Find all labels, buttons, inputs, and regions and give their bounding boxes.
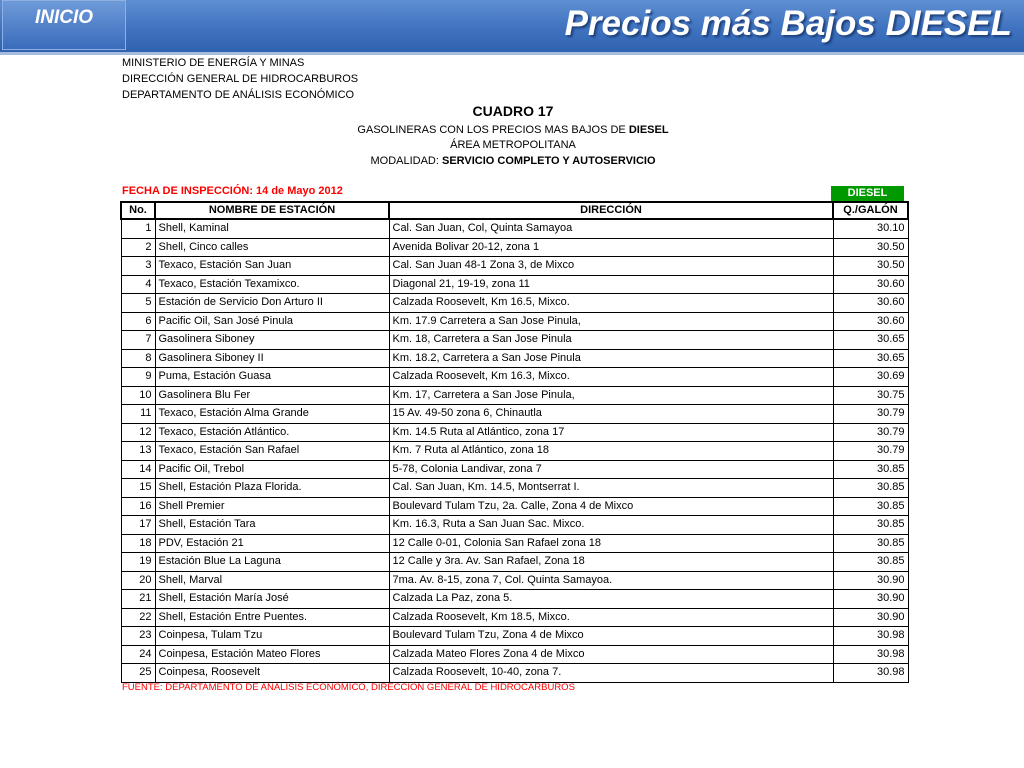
station-address: Diagonal 21, 19-19, zona 11 [389,275,833,294]
station-name: Shell, Cinco calles [155,238,389,257]
price-value: 30.60 [833,312,908,331]
modalidad-value: SERVICIO COMPLETO Y AUTOSERVICIO [438,155,656,167]
header-divider [0,52,1024,55]
price-value: 30.79 [833,423,908,442]
station-name: Estación Blue La Laguna [155,553,389,572]
table-row [121,460,908,479]
table-row [121,645,908,664]
station-address: Calzada La Paz, zona 5. [389,590,833,609]
row-number: 21 [121,590,155,609]
station-name: Gasolinera Siboney [155,331,389,350]
station-name: PDV, Estación 21 [155,534,389,553]
station-address: Calzada Roosevelt, 10-40, zona 7. [389,664,833,683]
row-number: 17 [121,516,155,535]
station-address: Calzada Roosevelt, Km 16.3, Mixco. [389,368,833,387]
col-header-price: Q./GALÓN [833,202,908,219]
station-name: Shell, Marval [155,571,389,590]
row-number: 3 [121,257,155,276]
table-row [121,349,908,368]
table-row [121,516,908,535]
price-value: 30.75 [833,386,908,405]
table-row [121,590,908,609]
ministry-name: MINISTERIO DE ENERGÍA Y MINAS [122,57,305,69]
price-value: 30.98 [833,645,908,664]
price-value: 30.85 [833,460,908,479]
price-value: 30.65 [833,331,908,350]
station-address: Boulevard Tulam Tzu, Zona 4 de Mixco [389,627,833,646]
table-row [121,257,908,276]
station-address: 5-78, Colonia Landivar, zona 7 [389,460,833,479]
prices-table [120,201,909,683]
station-address: Km. 17, Carretera a San Jose Pinula, [389,386,833,405]
page-title: Precios más Bajos DIESEL [564,4,1012,43]
station-address: Km. 16.3, Ruta a San Juan Sac. Mixco. [389,516,833,535]
station-name: Pacific Oil, San José Pinula [155,312,389,331]
station-name: Shell, Estación María José [155,590,389,609]
price-value: 30.90 [833,590,908,609]
station-name: Texaco, Estación Alma Grande [155,405,389,424]
table-row [121,664,908,683]
table-body [121,219,908,682]
price-value: 30.10 [833,219,908,238]
station-name: Shell, Estación Tara [155,516,389,535]
station-name: Estación de Servicio Don Arturo II [155,294,389,313]
station-address: Cal. San Juan 48-1 Zona 3, de Mixco [389,257,833,276]
department-name: DEPARTAMENTO DE ANÁLISIS ECONÓMICO [122,89,355,101]
report-subtitle [120,124,906,136]
col-header-address: DIRECCIÓN [389,202,833,219]
price-value: 30.50 [833,257,908,276]
station-name: Texaco, Estación Texamixco. [155,275,389,294]
price-value: 30.85 [833,516,908,535]
table-row [121,219,908,238]
table-row [121,405,908,424]
station-address: Km. 18, Carretera a San Jose Pinula [389,331,833,350]
row-number: 12 [121,423,155,442]
col-header-station: NOMBRE DE ESTACIÓN [155,202,389,219]
row-number: 5 [121,294,155,313]
station-address: Calzada Roosevelt, Km 16.5, Mixco. [389,294,833,313]
table-row [121,479,908,498]
station-address: 15 Av. 49-50 zona 6, Chinautla [389,405,833,424]
station-name: Gasolinera Blu Fer [155,386,389,405]
price-value: 30.79 [833,442,908,461]
table-row [121,368,908,387]
table-row [121,442,908,461]
table-row [121,275,908,294]
station-name: Shell, Estación Plaza Florida. [155,479,389,498]
table-row [121,627,908,646]
table-row [121,534,908,553]
station-name: Texaco, Estación Atlántico. [155,423,389,442]
station-name: Coinpesa, Estación Mateo Flores [155,645,389,664]
price-value: 30.85 [833,534,908,553]
station-address: 7ma. Av. 8-15, zona 7, Col. Quinta Samayoa. [389,571,833,590]
price-value: 30.90 [833,571,908,590]
station-name: Texaco, Estación San Rafael [155,442,389,461]
directorate-name: DIRECCIÓN GENERAL DE HIDROCARBUROS [122,73,359,85]
station-address: Calzada Roosevelt, Km 18.5, Mixco. [389,608,833,627]
row-number: 13 [121,442,155,461]
source-note: FUENTE: DEPARTAMENTO DE ANALISIS ECONÓMICO, DIRECCIÓN GENERAL DE HIDROCARBUROS [122,682,575,693]
col-header-no: No. [121,202,155,219]
price-value: 30.85 [833,497,908,516]
price-value: 30.60 [833,275,908,294]
modalidad-label: MODALIDAD: [370,155,439,167]
report-area: ÁREA METROPOLITANA [450,139,576,151]
table-row [121,553,908,572]
station-name: Texaco, Estación San Juan [155,257,389,276]
inicio-button[interactable]: INICIO [2,0,126,50]
fuel-header: DIESEL [831,186,904,201]
row-number: 14 [121,460,155,479]
station-address: Km. 18.2, Carretera a San Jose Pinula [389,349,833,368]
station-address: Avenida Bolivar 20-12, zona 1 [389,238,833,257]
row-number: 19 [121,553,155,572]
row-number: 7 [121,331,155,350]
table-row [121,608,908,627]
table-row [121,386,908,405]
subtitle-fuel: DIESEL [628,124,669,136]
cuadro-title: CUADRO 17 [472,103,554,119]
table-row [121,571,908,590]
row-number: 15 [121,479,155,498]
price-value: 30.98 [833,627,908,646]
station-address: Km. 7 Ruta al Atlántico, zona 18 [389,442,833,461]
row-number: 22 [121,608,155,627]
price-value: 30.50 [833,238,908,257]
station-address: Cal. San Juan, Col, Quinta Samayoa [389,219,833,238]
row-number: 10 [121,386,155,405]
station-name: Shell, Estación Entre Puentes. [155,608,389,627]
price-value: 30.90 [833,608,908,627]
station-address: Boulevard Tulam Tzu, 2a. Calle, Zona 4 de Mixco [389,497,833,516]
price-value: 30.65 [833,349,908,368]
row-number: 11 [121,405,155,424]
station-name: Coinpesa, Tulam Tzu [155,627,389,646]
station-name: Shell, Kaminal [155,219,389,238]
station-name: Gasolinera Siboney II [155,349,389,368]
subtitle-text: GASOLINERAS CON LOS PRECIOS MAS BAJOS DE [357,124,629,136]
station-name: Shell Premier [155,497,389,516]
table-row [121,238,908,257]
station-address: 12 Calle 0-01, Colonia San Rafael zona 18 [389,534,833,553]
station-name: Coinpesa, Roosevelt [155,664,389,683]
station-address: Km. 17.9 Carretera a San Jose Pinula, [389,312,833,331]
row-number: 6 [121,312,155,331]
table-header-row [121,202,908,219]
row-number: 24 [121,645,155,664]
table-row [121,423,908,442]
row-number: 9 [121,368,155,387]
price-value: 30.85 [833,553,908,572]
table-row [121,331,908,350]
price-value: 30.98 [833,664,908,683]
inspection-date: FECHA DE INSPECCIÓN: 14 de Mayo 2012 [122,185,343,197]
price-value: 30.85 [833,479,908,498]
row-number: 16 [121,497,155,516]
report-modalidad [120,155,906,167]
station-address: 12 Calle y 3ra. Av. San Rafael, Zona 18 [389,553,833,572]
price-value: 30.60 [833,294,908,313]
station-address: Cal. San Juan, Km. 14.5, Montserrat I. [389,479,833,498]
row-number: 23 [121,627,155,646]
table-row [121,312,908,331]
price-value: 30.69 [833,368,908,387]
row-number: 18 [121,534,155,553]
row-number: 20 [121,571,155,590]
row-number: 1 [121,219,155,238]
row-number: 25 [121,664,155,683]
station-address: Km. 14.5 Ruta al Atlántico, zona 17 [389,423,833,442]
station-address: Calzada Mateo Flores Zona 4 de Mixco [389,645,833,664]
station-name: Pacific Oil, Trebol [155,460,389,479]
station-name: Puma, Estación Guasa [155,368,389,387]
table-row [121,294,908,313]
row-number: 4 [121,275,155,294]
price-value: 30.79 [833,405,908,424]
row-number: 8 [121,349,155,368]
row-number: 2 [121,238,155,257]
table-row [121,497,908,516]
